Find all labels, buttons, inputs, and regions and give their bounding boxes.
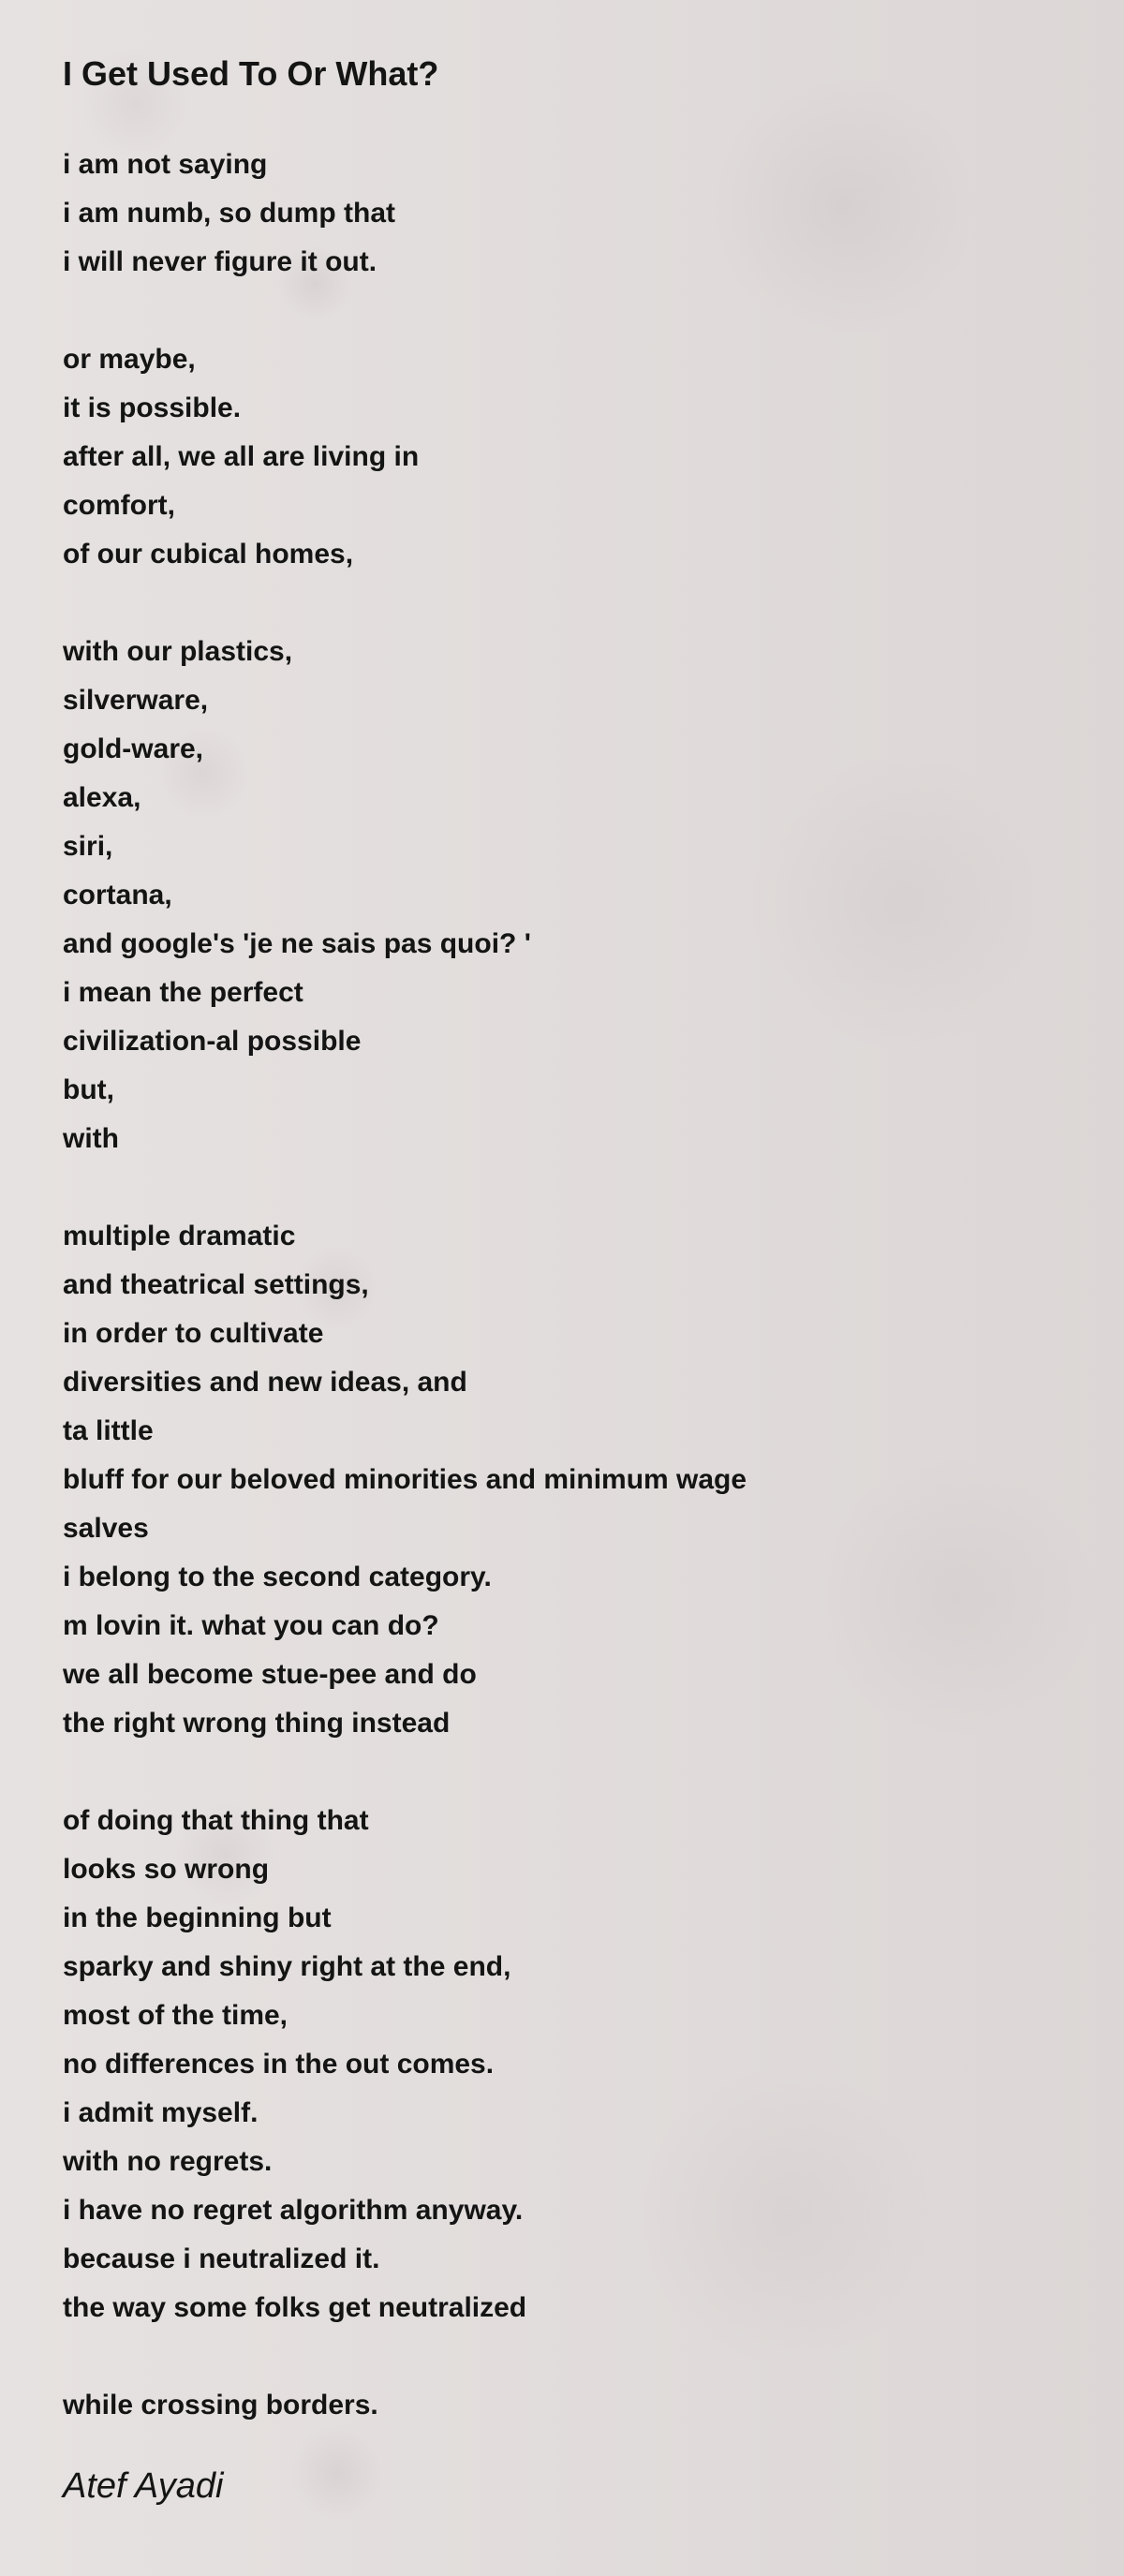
poem-line: siri, <box>63 831 113 862</box>
poem-author[interactable]: Atef Ayadi <box>63 2466 224 2506</box>
poem-line: looks so wrong <box>63 1854 270 1885</box>
poem-line: the way some folks get neutralized <box>63 2292 527 2323</box>
poem-line: it is possible. <box>63 392 242 423</box>
poem-line: because i neutralized it. <box>63 2243 380 2274</box>
poem-line: in order to cultivate <box>63 1318 324 1349</box>
poem-line: i belong to the second category. <box>63 1562 492 1592</box>
poem-line: or maybe, <box>63 344 196 375</box>
poem-page <box>63 47 1074 2514</box>
poem-line: and google's 'je ne sais pas quoi? ' <box>63 928 531 959</box>
poem-line: i mean the perfect <box>63 977 303 1008</box>
poem-line: in the beginning but <box>63 1902 332 1933</box>
poem-line: and theatrical settings, <box>63 1269 369 1300</box>
poem-line: i will never figure it out. <box>63 246 377 277</box>
poem-line: i have no regret algorithm anyway. <box>63 2195 524 2226</box>
poem-line: with <box>63 1123 119 1154</box>
poem-line: sparky and shiny right at the end, <box>63 1951 511 1982</box>
poem-line: gold-ware, <box>63 733 204 764</box>
poem-line: multiple dramatic <box>63 1221 296 1251</box>
poem-stanza <box>63 335 1074 579</box>
poem-line: i am numb, so dump that <box>63 198 396 229</box>
poem-line: with no regrets. <box>63 2146 273 2177</box>
poem-line: after all, we all are living in <box>63 441 420 472</box>
poem-line: of our cubical homes, <box>63 539 354 570</box>
poem-line: while crossing borders. <box>63 2390 378 2421</box>
poem-line: civilization-al possible <box>63 1026 362 1057</box>
poem-line: but, <box>63 1074 114 1105</box>
poem-line: alexa, <box>63 782 141 813</box>
poem-stanza <box>63 628 1074 1163</box>
poem-stanza <box>63 1797 1074 2332</box>
poem-line: m lovin it. what you can do? <box>63 1610 439 1641</box>
poem-line: i admit myself. <box>63 2097 259 2128</box>
poem-body <box>63 141 1074 2430</box>
poem-line: most of the time, <box>63 2000 288 2031</box>
poem-stanza <box>63 141 1074 287</box>
poem-line: no differences in the out comes. <box>63 2049 495 2080</box>
poem-line: i am not saying <box>63 149 268 180</box>
poem-line: we all become stue-pee and do <box>63 1659 477 1690</box>
poem-title: I Get Used To Or What? <box>63 54 439 93</box>
poem-line: comfort, <box>63 490 175 521</box>
poem-line: bluff for our beloved minorities and minimum wage <box>63 1464 747 1495</box>
poem-stanza <box>63 2381 1074 2430</box>
poem-stanza <box>63 1212 1074 1748</box>
poem-line: silverware, <box>63 685 209 716</box>
poem-line: salves <box>63 1513 149 1544</box>
poem-line: ta little <box>63 1415 154 1446</box>
poem-line: with our plastics, <box>63 636 293 667</box>
poem-line: of doing that thing that <box>63 1805 369 1836</box>
poem-line: cortana, <box>63 880 172 910</box>
poem-line: diversities and new ideas, and <box>63 1367 467 1398</box>
poem-line: the right wrong thing instead <box>63 1708 451 1739</box>
